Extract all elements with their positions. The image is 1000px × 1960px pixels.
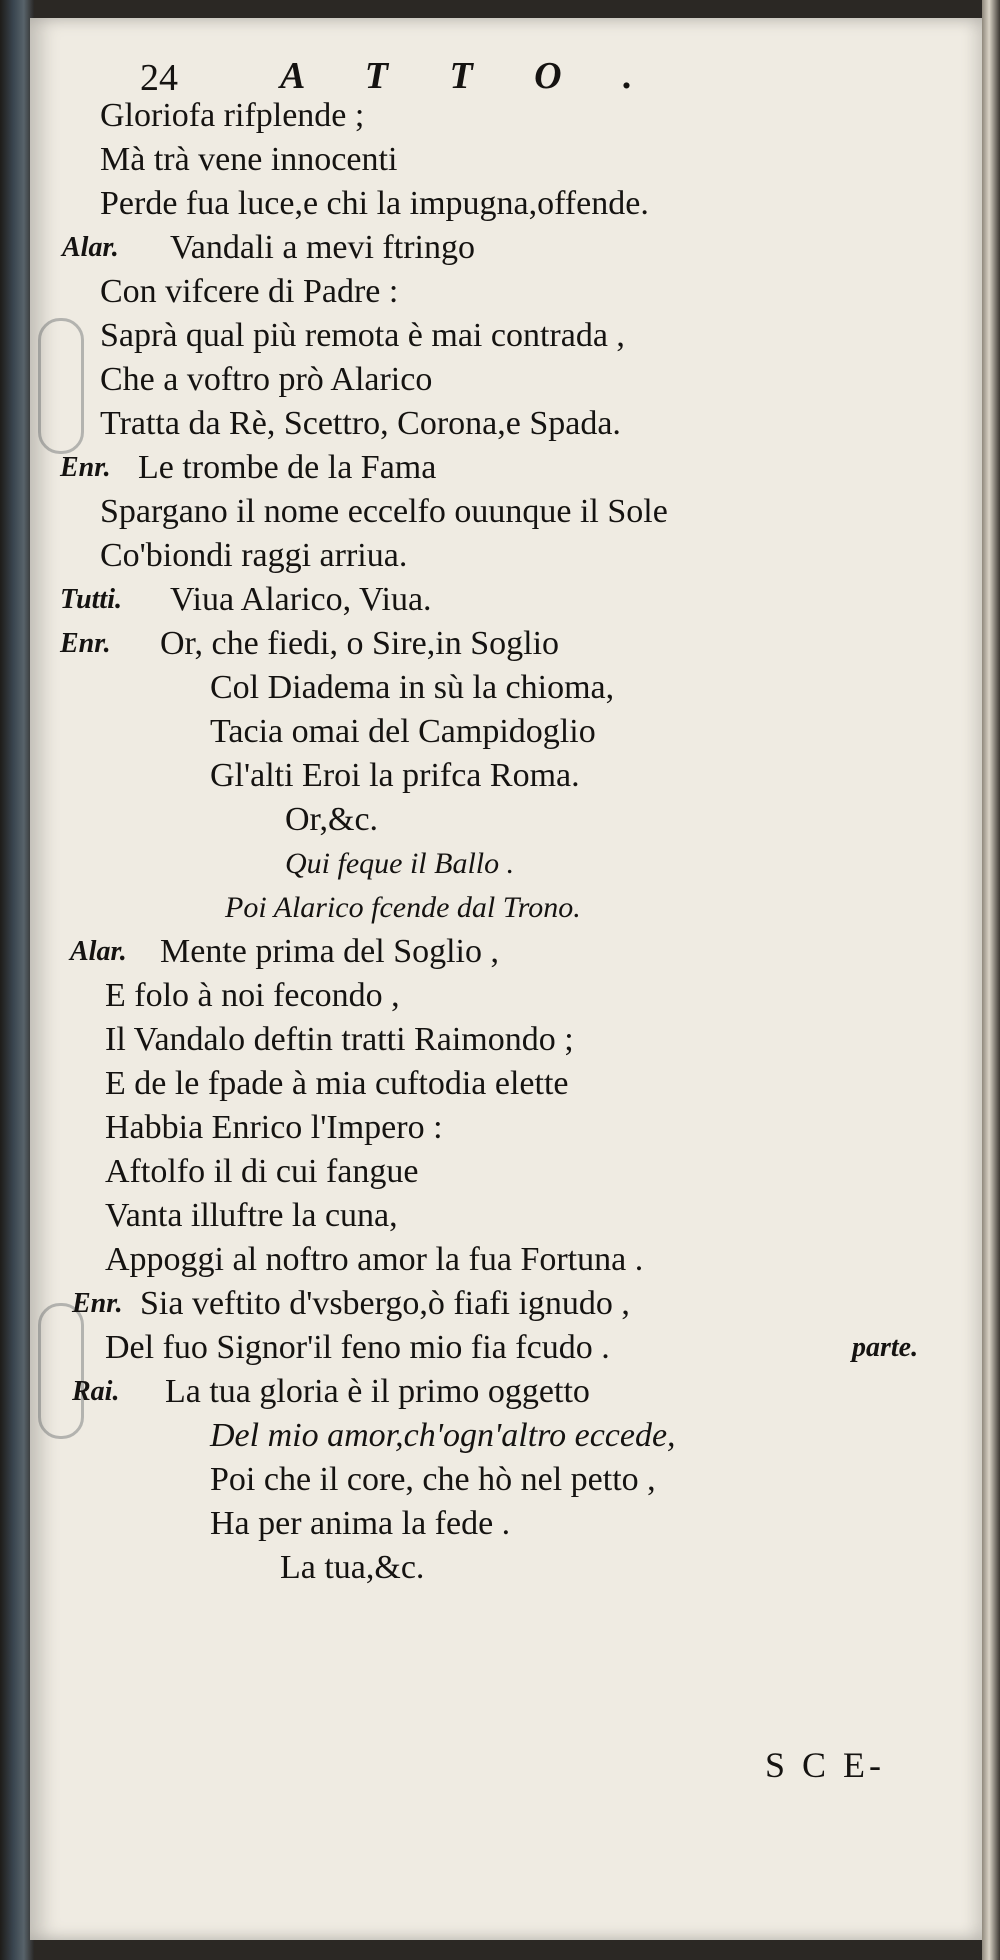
verse-line: Spargano il nome eccelfo ouunque il Sole [100,493,668,530]
running-title: A T T O . [280,55,659,97]
verse-line: Sia veftito d'vsbergo,ò fiafi ignudo , [140,1285,630,1322]
binding-mark [38,318,84,454]
stage-direction: Poi Alarico fcende dal Trono. [225,891,581,924]
verse-line: Mente prima del Soglio , [160,933,500,970]
verse-line: Viua Alarico, Viua. [170,581,432,618]
verse-line: Co'biondi raggi arriua. [100,537,408,574]
verse-line: La tua gloria è il primo oggetto [165,1373,590,1410]
verse-line: Tratta da Rè, Scettro, Corona,e Spada. [100,405,621,442]
verse-line: Vandali a mevi ftringo [170,229,475,266]
verse-line: Habbia Enrico l'Impero : [105,1109,443,1146]
verse-line: Saprà qual più remota è mai contrada , [100,317,625,354]
verse-line: Or, che fiedi, o Sire,in Soglio [160,625,560,662]
speaker-label: Enr. [60,628,111,659]
refrain-line: La tua,&c. [280,1549,425,1586]
refrain-line: Or,&c. [285,801,379,838]
verse-line: Appoggi al noftro amor la fua Fortuna . [105,1241,644,1278]
verse-line: Gloriofa rifplende ; [100,97,365,134]
catchword: S C E- [765,1745,886,1785]
page-edge [982,0,1000,1960]
speaker-label: Rai. [72,1376,120,1407]
verse-line: Del fuo Signor'il feno mio fia fcudo . [105,1329,610,1366]
speaker-label: Alar. [62,232,119,263]
verse-line: Vanta illuftre la cuna, [105,1197,398,1234]
speaker-label: Enr. [60,452,111,483]
speaker-label: Enr. [72,1288,123,1319]
book-page [30,18,982,1940]
page-number: 24 [140,57,178,99]
speaker-label: Alar. [70,936,127,967]
verse-line: Che a voftro prò Alarico [100,361,433,398]
verse-line: E folo à noi fecondo , [105,977,400,1014]
verse-line: Del mio amor,ch'ogn'altro eccede, [210,1417,676,1454]
verse-line: E de le fpade à mia cuftodia elette [105,1065,569,1102]
verse-line: Col Diadema in sù la chioma, [210,669,615,706]
verse-line: Gl'alti Eroi la prifca Roma. [210,757,580,794]
verse-line: Con vifcere di Padre : [100,273,399,310]
book-spine [0,0,34,1960]
verse-line: Perde fua luce,e chi la impugna,offende. [100,185,649,222]
verse-line: Le trombe de la Fama [138,449,437,486]
verse-line: Poi che il core, che hò nel petto , [210,1461,656,1498]
verse-line: Aftolfo il di cui fangue [105,1153,419,1190]
verse-line: Il Vandalo deftin tratti Raimondo ; [105,1021,574,1058]
verse-line: Mà trà vene innocenti [100,141,398,178]
speaker-label: Tutti. [60,584,122,615]
verse-line: Ha per anima la fede . [210,1505,511,1542]
stage-note: parte. [852,1332,919,1363]
stage-direction: Qui feque il Ballo . [285,847,515,880]
verse-line: Tacia omai del Campidoglio [210,713,596,750]
